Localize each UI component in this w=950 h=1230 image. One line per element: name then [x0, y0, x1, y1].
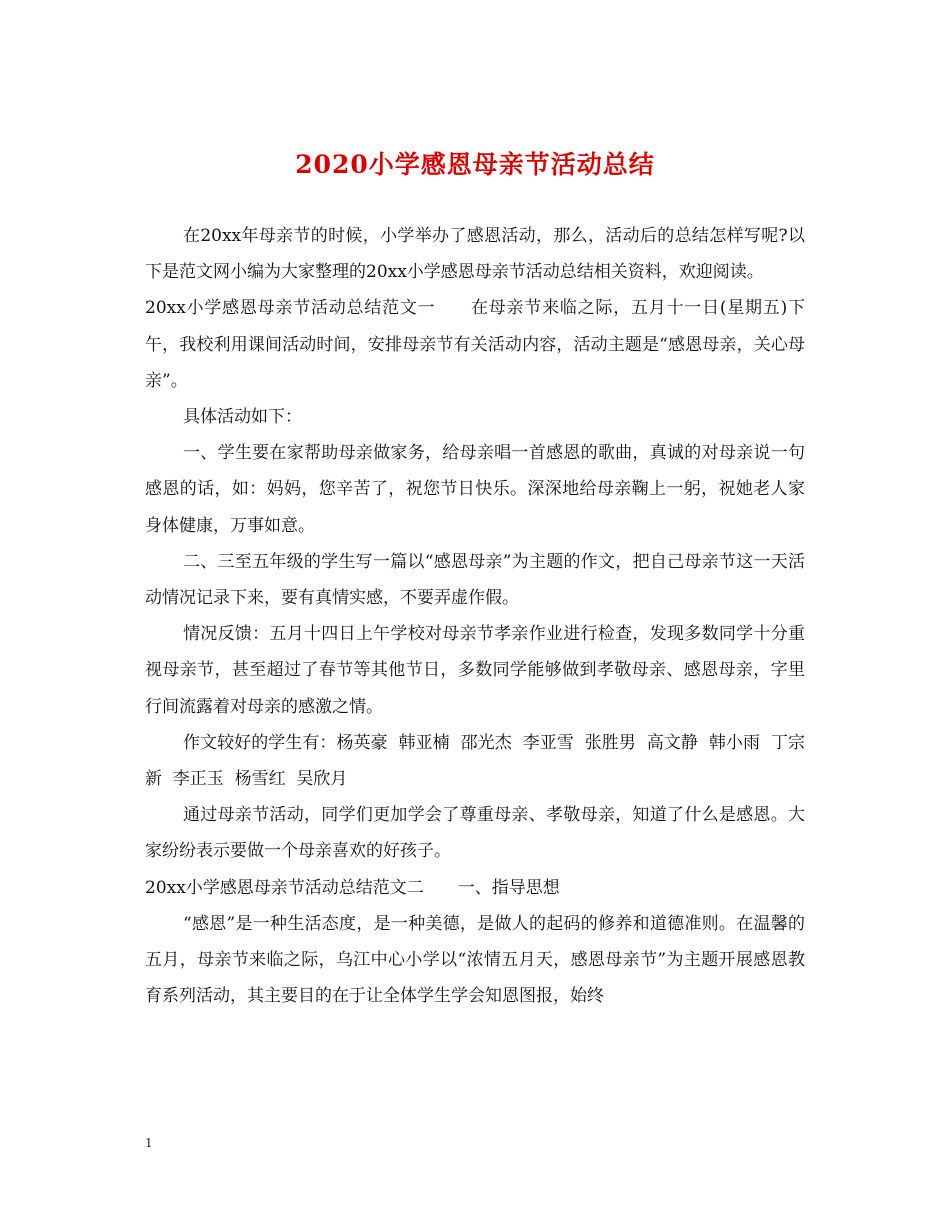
paragraph-conclusion: 通过母亲节活动，同学们更加学会了尊重母亲、孝敬母亲，知道了什么是感恩。大家纷纷表示要做一个母亲喜欢的好孩子。	[145, 805, 805, 862]
document-body	[145, 218, 805, 1014]
paragraph-student-names: 作文较好的学生有：杨英豪 韩亚楠 邵光杰 李亚雪 张胜男 高文静 韩小雨 丁宗新 李正玉 杨雪红 吴欣月	[145, 732, 805, 790]
paragraph-activities-heading: 具体活动如下：	[183, 407, 302, 428]
page-number: 1	[145, 1136, 153, 1150]
paragraph-sample-one: 20xx小学感恩母亲节活动总结范文一 在母亲节来临之际，五月十一日(星期五)下午，我校利用课间活动时间，安排母亲节有关活动内容，活动主题是“感恩母亲，关心母亲”。	[145, 298, 805, 391]
paragraph-guiding-thought: “感恩”是一种生活态度，是一种美德，是做人的起码的修养和道德准则。在温馨的五月，母亲节来临之际，乌江中心小学以“浓情五月天，感恩母亲节”为主题开展感恩教育系列活动，其主要目的在于让全体学生学会知恩图报，始终	[145, 913, 805, 1007]
paragraph-feedback: 情况反馈：五月十四日上午学校对母亲节孝亲作业进行检查，发现多数同学十分重视母亲节，甚至超过了春节等其他节日，多数同学能够做到孝敬母亲、感恩母亲，字里行间流露着对母亲的感激之情。	[145, 624, 805, 717]
paragraph-intro: 在20xx年母亲节的时候，小学举办了感恩活动，那么，活动后的总结怎样写呢?以下是范文网小编为大家整理的20xx小学感恩母亲节活动总结相关资料，欢迎阅读。	[145, 226, 805, 283]
document-title: 2020小学感恩母亲节活动总结	[295, 150, 655, 179]
paragraph-activity-one: 一、学生要在家帮助母亲做家务，给母亲唱一首感恩的歌曲，真诚的对母亲说一句感恩的话，如：妈妈，您辛苦了，祝您节日快乐。深深地给母亲鞠上一躬，祝她老人家身体健康，万事如意。	[145, 443, 805, 536]
paragraph-activity-two: 二、三至五年级的学生写一篇以“感恩母亲”为主题的作文，把自己母亲节这一天活动情况记录下来，要有真情实感，不要弄虚作假。	[145, 551, 805, 609]
paragraph-sample-two-heading: 20xx小学感恩母亲节活动总结范文二 一、指导思想	[145, 877, 560, 898]
